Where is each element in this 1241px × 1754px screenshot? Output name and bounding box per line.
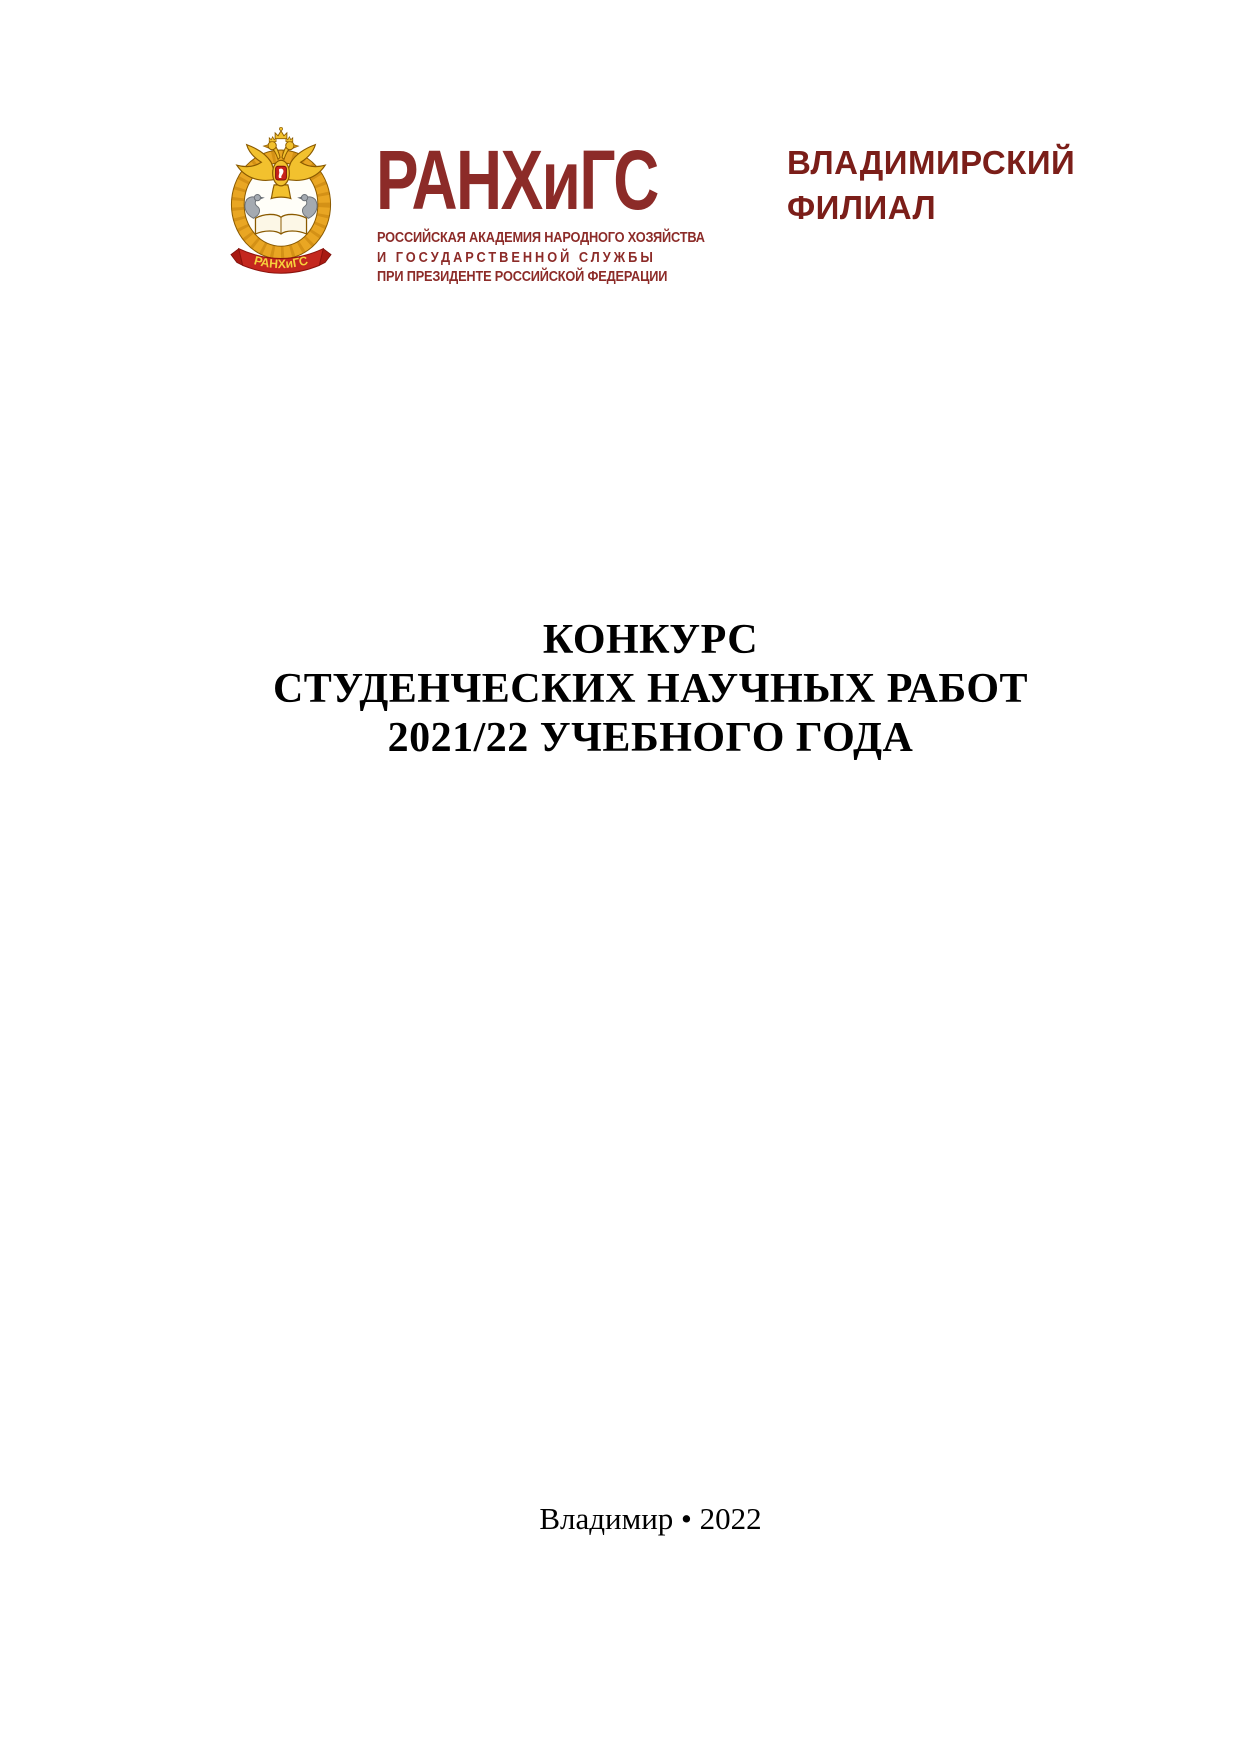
ranepa-wordmark: РАНХиГС xyxy=(376,133,658,227)
branch-name-line-1: ВЛАДИМИРСКИЙ xyxy=(787,144,1076,181)
academy-name-line-1: РОССИЙСКАЯ АКАДЕМИЯ НАРОДНОГО ХОЗЯЙСТВА xyxy=(377,230,705,246)
ranepa-emblem-icon xyxy=(226,124,336,286)
page-title-line-1: КОНКУРС xyxy=(542,617,759,663)
branch-name xyxy=(787,140,1075,230)
imprint-line: Владимир • 2022 xyxy=(539,1501,762,1536)
academy-name-line-3: ПРИ ПРЕЗИДЕНТЕ РОССИЙСКОЙ ФЕДЕРАЦИИ xyxy=(377,269,668,285)
open-book-icon xyxy=(255,214,306,234)
academy-name-line-2: И ГОСУДАРСТВЕННОЙ СЛУЖБЫ xyxy=(377,249,656,266)
academy-full-name xyxy=(377,229,705,288)
page-title xyxy=(60,616,1241,763)
page-title-line-3: 2021/22 УЧЕБНОГО ГОДА xyxy=(387,715,914,761)
ribbon-text: РАНХиГС xyxy=(252,253,310,272)
page-title-line-2: СТУДЕНЧЕСКИХ НАУЧНЫХ РАБОТ xyxy=(272,666,1029,712)
branch-name-line-2: ФИЛИАЛ xyxy=(787,189,937,226)
